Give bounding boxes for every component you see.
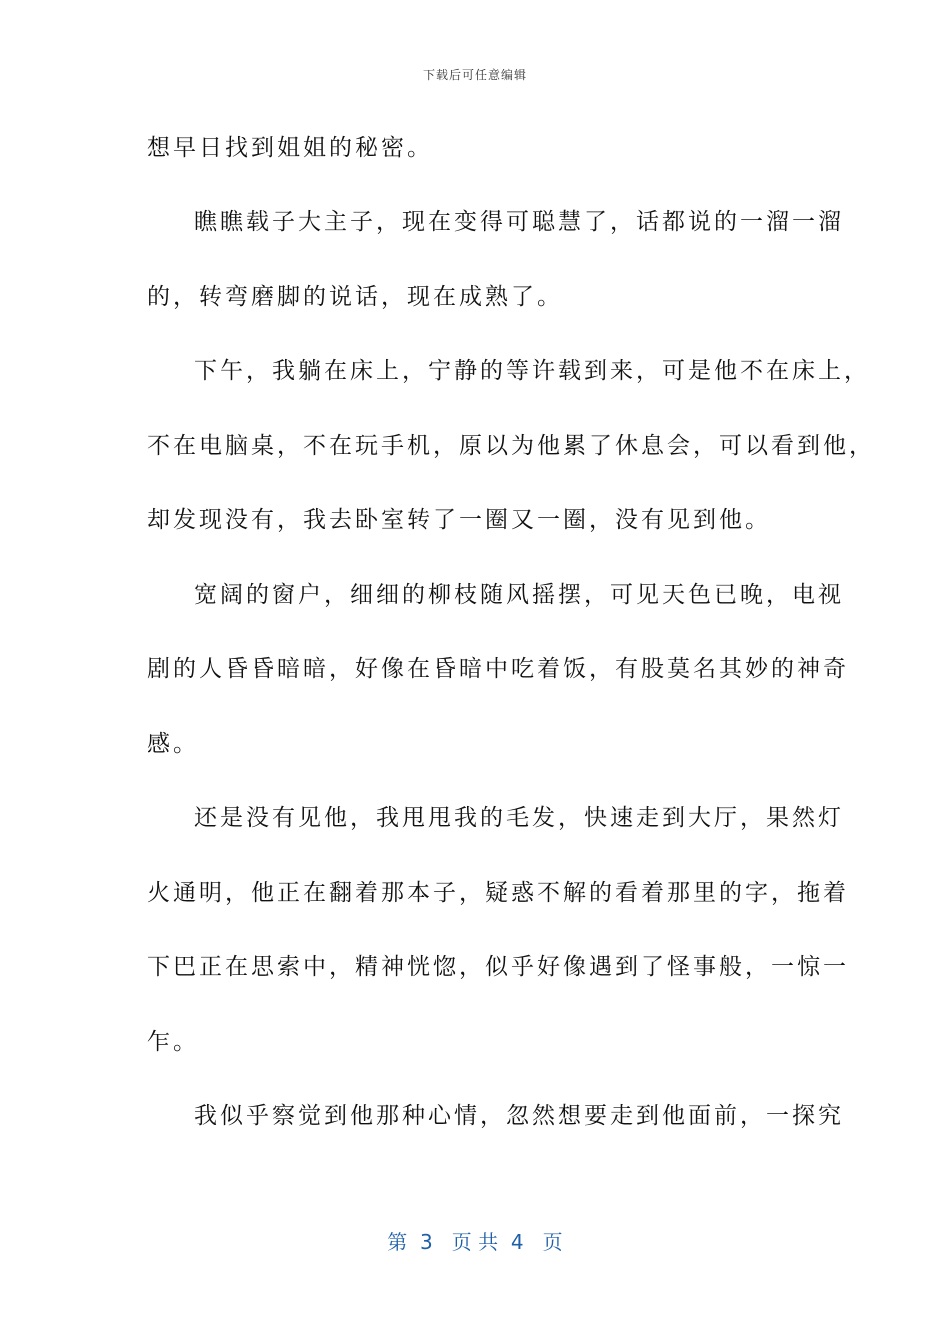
text-line: 剧的人昏昏暗暗，好像在昏暗中吃着饭，有股莫名其妙的神奇 xyxy=(147,656,849,682)
text-line: 还是没有见他，我甩甩我的毛发，快速走到大厅，果然灯 xyxy=(194,805,844,831)
text-line: 下午，我躺在床上，宁静的等许载到来，可是他不在床上， xyxy=(194,358,870,384)
page-number: 第 3 页 共 4 页 xyxy=(387,1230,563,1254)
text-line: 下巴正在思索中，精神恍惚，似乎好像遇到了怪事般，一惊一 xyxy=(147,954,849,980)
text-line: 瞧瞧载子大主子，现在变得可聪慧了，话都说的一溜一溜 xyxy=(194,209,844,235)
text-line: 却发现没有，我去卧室转了一圈又一圈，没有见到他。 xyxy=(147,507,771,533)
text-line: 乍。 xyxy=(147,1029,199,1055)
text-line: 火通明，他正在翻着那本子，疑惑不解的看着那里的字，拖着 xyxy=(147,880,849,906)
text-line: 不在电脑桌，不在玩手机，原以为他累了休息会，可以看到他， xyxy=(147,433,875,459)
text-line: 想早日找到姐姐的秘密。 xyxy=(147,135,433,161)
text-line: 宽阔的窗户，细细的柳枝随风摇摆，可见天色已晚，电视 xyxy=(194,582,844,608)
text-line: 的，转弯磨脚的说话，现在成熟了。 xyxy=(147,284,563,310)
text-line: 我似乎察觉到他那种心情，忽然想要走到他面前，一探究 xyxy=(194,1103,844,1129)
text-line: 感。 xyxy=(147,731,199,757)
header-note: 下载后可任意编辑 xyxy=(422,68,527,82)
